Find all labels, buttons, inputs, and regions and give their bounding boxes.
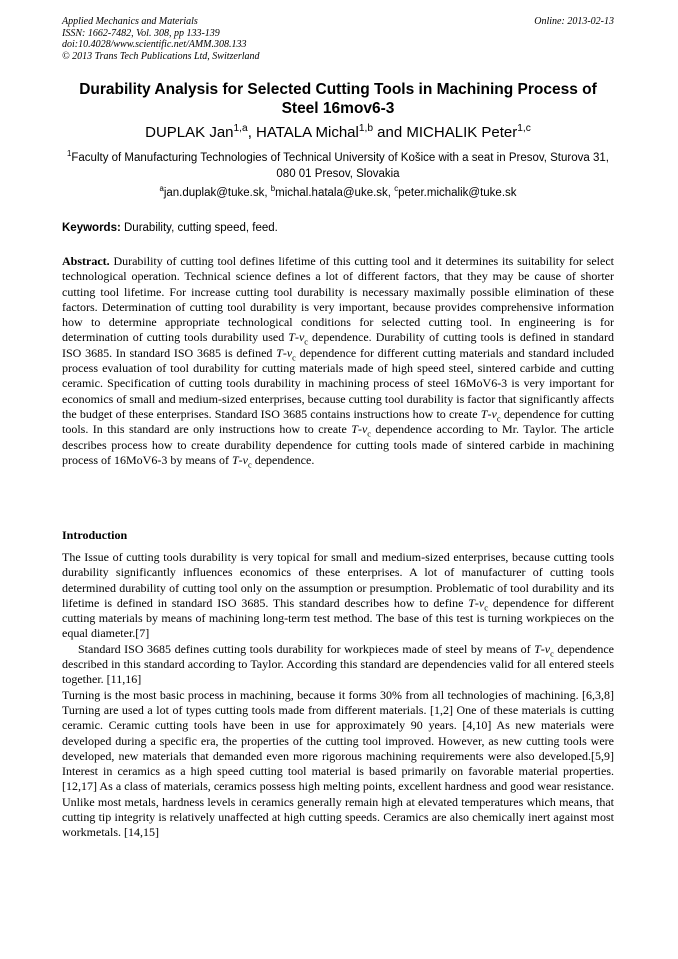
email-mark: c [394, 184, 399, 194]
author-affil-mark: 1,a [233, 123, 248, 134]
email-link[interactable]: michal.hatala@uke.sk [275, 187, 388, 199]
author-affil-mark: 1,b [358, 123, 374, 134]
email-link[interactable]: peter.michalik@tuke.sk [398, 187, 517, 199]
affiliation [62, 150, 614, 182]
journal-doi: doi:10.4028/www.scientific.net/AMM.308.133 [62, 39, 247, 50]
section-heading-introduction: Introduction [62, 528, 128, 542]
abstract-text: Durability of cutting tool defines lifetime of this cutting tool and it determines its suitability for select technological operation. Technical science defines a lot of different factors, that they may be cause of shorter cutting tool lifetime. For increase cutting tool durability is necessary maximally possible elimination of these factors. Determination of cutting tool durability is very important, because provides comprehensive information how to determine appropriate technological conditions for selected cutting tool. In engineering is for determination of cutting tools durability used [62, 254, 614, 345]
abstract-text: dependence for different cutting materials and standard included process evaluation of tool durability for cutting materials made of high speed steel, sintered carbide and cutting ceramic. Specification of cutting tools durability in machining process of steel 16MoV6-3 is very important for economics of small and medium-sized enterprises, because cutting tool durability is factor that significantly affects the budget of these enterprises. Standard ISO 3685 contains instructions how to create [62, 345, 614, 421]
t-vc-symbol: $T-v_c$ [468, 595, 488, 613]
author-name: HATALA Michal [256, 124, 359, 141]
keywords [62, 221, 614, 235]
author-separator: , [247, 124, 257, 141]
t-vc-symbol: $T-v_c$ [534, 641, 554, 659]
journal-copyright: © 2013 Trans Tech Publications Ltd, Switzerland [62, 50, 260, 62]
paper-title: Durability Analysis for Selected Cutting Tools in Machining Process of Steel 16mov6-3 [79, 81, 597, 117]
introduction-body [62, 550, 614, 841]
email-separator: , [387, 187, 395, 199]
author-affil-mark: 1,c [517, 123, 531, 134]
paragraph: Standard ISO 3685 defines cutting tools durability for workpieces made of steel by means of $T-v_c$ dependence described in this standard according to Taylor. According this standard are dependencies valid for all entered steels together. [11,16] [62, 641, 614, 687]
t-vc-symbol: $T-v_c$ [288, 330, 308, 347]
abstract-label: Abstract. [62, 254, 110, 268]
abstract [62, 254, 614, 468]
affiliation-text: Faculty of Manufacturing Technologies of Technical University of Košice with a seat in Presov, Sturova 31, 080 01 Presov, Slovakia [71, 152, 609, 180]
author-list [62, 124, 614, 142]
email-link[interactable]: jan.duplak@tuke.sk [163, 187, 265, 199]
author-emails [62, 186, 614, 200]
t-vc-symbol: $T-v_c$ [231, 452, 252, 470]
online-date: Online: 2013-02-13 [534, 16, 614, 27]
t-vc-symbol: $T-v_c$ [351, 422, 371, 439]
author-separator: and [373, 124, 407, 141]
t-vc-symbol: $T-v_c$ [480, 406, 501, 424]
abstract-text: dependence according to Mr. Taylor. The article describes process how to create durability dependence for cutting tools made of sintered carbide in machining process of 16MoV6-3 by means of [62, 422, 614, 467]
keywords-text: Durability, cutting speed, feed. [120, 222, 278, 234]
email-mark: b [270, 184, 276, 194]
author-name: DUPLAK Jan [145, 124, 234, 141]
paragraph: The Issue of cutting tools durability is very topical for small and medium-sized enterprises, because cutting tools durability significantly influences economics of these enterprises. A lot of manufacturer of cutting tools determined durability of cutting tool only on the assumption or presumption. Problematic of tool durability and its lifetime is defined in standard ISO 3685. This standard describes how to define $T-v_c$ dependence for different cutting materials by means of machining long-term test method. The base of this test is turning workpieces on the equal diameter.[7] [62, 550, 614, 641]
abstract-text: dependence. Durability of cutting tools is defined in standard ISO 3685. In standard ISO 3685 is defined [62, 330, 614, 360]
abstract-text: dependence. [251, 452, 315, 467]
affiliation-mark: 1 [67, 149, 72, 159]
journal-name: Applied Mechanics and Materials [62, 16, 198, 27]
email-separator: , [264, 187, 271, 199]
author-name: MICHALIK Peter [406, 124, 518, 141]
journal-header [62, 16, 614, 62]
abstract-text: dependence for cutting tools. In this standard are only instructions how to create [62, 406, 614, 437]
journal-issn: ISSN: 1662-7482, Vol. 308, pp 133-139 [62, 27, 220, 39]
paragraph: Turning is the most basic process in machining, because it forms 30% from all technologies of machining. [6,3,8] Turning are used a lot of types cutting tools made from different materials. [1,2] One of these materials is cutting ceramic. Ceramic cutting tools have been in use for approximately 90 years. [4,10] As new materials were developed during a specific era, the properties of the cutting tool improved. However, as new cutting tools were developed, new materials that demanded even more rigorous machining requirements were also developed.[5,9] Interest in ceramics as a high speed cutting tool material is based primarily on favorable material properties. [12,17] As a class of materials, ceramics possess high melting points, excellent hardness and good wear resistance. Unlike most metals, hardness levels in ceramics generally remain high at elevated temperatures which means, that cutting tip integrity is relatively unaffected at high cutting speeds. Ceramics are also chemically inert against most workmetals. [14,15] [62, 687, 614, 840]
email-mark: a [159, 184, 164, 194]
keywords-label: Keywords: [62, 222, 121, 234]
t-vc-symbol: $T-v_c$ [276, 345, 296, 363]
